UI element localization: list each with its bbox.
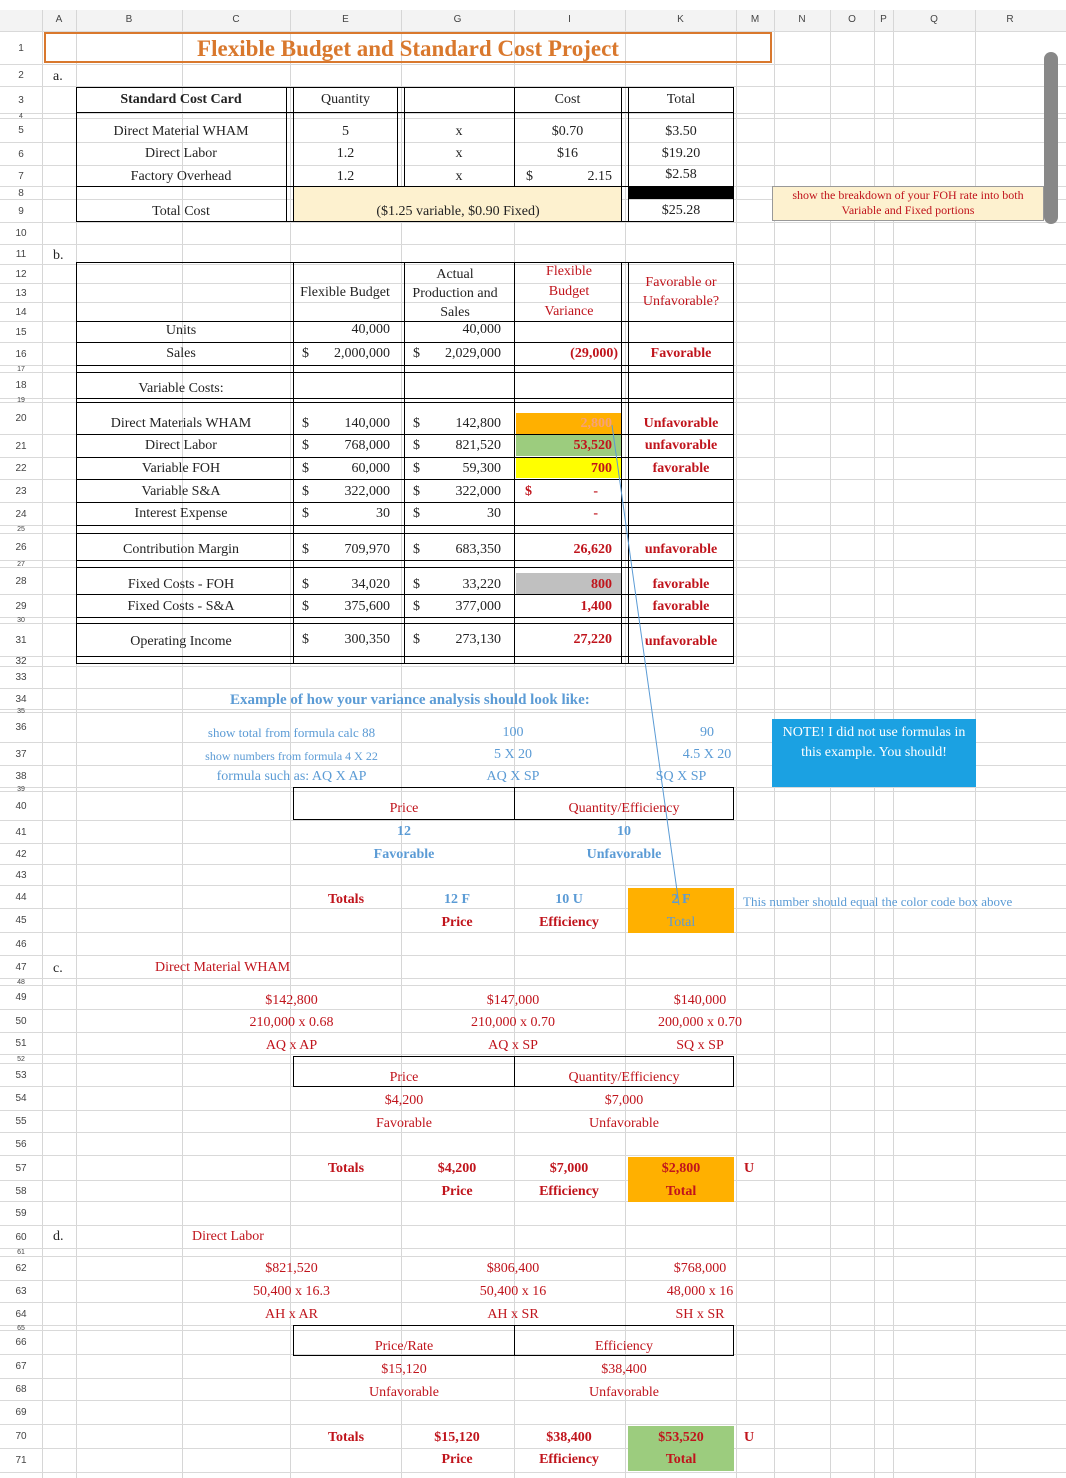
c-m2: 210,000 x 0.70 bbox=[471, 1015, 555, 1030]
col-B[interactable]: B bbox=[125, 14, 133, 25]
row-header[interactable]: 23 bbox=[15, 486, 27, 497]
b-row-flex-dollar: $ bbox=[302, 461, 309, 476]
c-t2: $7,000 bbox=[549, 1161, 589, 1176]
a-row-qty: 1.2 bbox=[336, 146, 355, 161]
row-header[interactable]: 17 bbox=[17, 366, 25, 373]
b-row-var-dash: - bbox=[593, 484, 598, 499]
d-t3: $53,520 bbox=[658, 1430, 704, 1445]
row-header[interactable]: 44 bbox=[15, 892, 27, 903]
row-header[interactable]: 59 bbox=[15, 1208, 27, 1219]
cm-flex-dollar: $ bbox=[302, 542, 309, 557]
d-r1: $768,000 bbox=[673, 1261, 727, 1276]
row-header[interactable]: 54 bbox=[15, 1093, 27, 1104]
col-I[interactable]: I bbox=[568, 14, 571, 25]
col-A[interactable]: A bbox=[55, 14, 63, 25]
row-header[interactable]: 67 bbox=[15, 1361, 27, 1372]
row-header[interactable]: 5 bbox=[18, 125, 24, 136]
cm-label: Contribution Margin bbox=[122, 542, 240, 557]
b-row-act-dollar: $ bbox=[413, 416, 420, 431]
b-row-flex: 322,000 bbox=[344, 484, 390, 499]
b-row-flex-dollar: $ bbox=[302, 506, 309, 521]
b-row-act-dollar: $ bbox=[413, 506, 420, 521]
example-m1: 100 bbox=[502, 725, 524, 740]
note-text: NOTE! I did not use formulas in this example. You should! bbox=[782, 725, 966, 760]
d-flag: U bbox=[743, 1430, 755, 1445]
units-act: 40,000 bbox=[462, 322, 501, 337]
d-l2: 50,400 x 16.3 bbox=[253, 1284, 330, 1299]
b-row-flex: 768,000 bbox=[344, 438, 390, 453]
example-t3b: Total bbox=[666, 915, 696, 930]
row-header[interactable]: 43 bbox=[15, 870, 27, 881]
row-header[interactable]: 69 bbox=[15, 1407, 27, 1418]
variable-costs-label: Variable Costs: bbox=[138, 381, 224, 396]
b-row-label: Direct Materials WHAM bbox=[110, 416, 252, 431]
d-totals-label: Totals bbox=[327, 1430, 365, 1445]
b-row-act: 59,300 bbox=[462, 461, 501, 476]
row-header[interactable]: 48 bbox=[17, 979, 25, 986]
example-hint: This number should equal the color code box above bbox=[743, 894, 1013, 909]
row-header[interactable]: 39 bbox=[17, 786, 25, 793]
c-r2: 200,000 x 0.70 bbox=[658, 1015, 742, 1030]
a-row-total: $3.50 bbox=[665, 124, 697, 139]
row-header[interactable]: 61 bbox=[17, 1249, 25, 1256]
c-l1: $142,800 bbox=[265, 993, 318, 1008]
sales-label: Sales bbox=[166, 346, 196, 361]
col-P[interactable]: P bbox=[880, 14, 887, 25]
cm-act-dollar: $ bbox=[413, 542, 420, 557]
example-totals-label: Totals bbox=[327, 892, 365, 907]
a-row-cost: $16 bbox=[557, 146, 578, 161]
d-t2b: Efficiency bbox=[539, 1452, 599, 1467]
example-qty-label: Quantity/Efficiency bbox=[568, 801, 680, 816]
a-row-label: Factory Overhead bbox=[130, 169, 232, 184]
b-row-flex-dollar: $ bbox=[302, 416, 309, 431]
c-qty-val: $7,000 bbox=[604, 1093, 644, 1108]
example-r3: SQ X SP bbox=[655, 769, 707, 784]
row-header[interactable]: 7 bbox=[18, 171, 24, 182]
fixed-row-label: Fixed Costs - S&A bbox=[127, 599, 235, 614]
b-row-act: 821,520 bbox=[455, 438, 501, 453]
a-row-total: $2.58 bbox=[665, 167, 697, 182]
c-price-val: $4,200 bbox=[384, 1093, 424, 1108]
a-row-total: $19.20 bbox=[661, 146, 701, 161]
example-l2: show numbers from formula 4 X 22 bbox=[205, 749, 378, 763]
d-t3b: Total bbox=[665, 1452, 697, 1467]
row-header[interactable]: 19 bbox=[17, 397, 25, 404]
row-header[interactable]: 64 bbox=[15, 1309, 27, 1320]
example-r2: 4.5 X 20 bbox=[682, 747, 732, 762]
fixed-act-dollar: $ bbox=[413, 577, 420, 592]
example-price-val: 12 bbox=[397, 824, 411, 839]
section-c-marker: c. bbox=[53, 961, 63, 976]
oi-flex: 300,350 bbox=[344, 632, 390, 647]
units-label: Units bbox=[165, 323, 197, 338]
cm-var: 26,620 bbox=[573, 542, 612, 557]
c-t1: $4,200 bbox=[437, 1161, 477, 1176]
b-row-var: 53,520 bbox=[573, 438, 612, 453]
row-header[interactable]: 25 bbox=[17, 526, 25, 533]
hdr-favorable: Favorable or Unfavorable? bbox=[642, 275, 720, 309]
row-header[interactable]: 8 bbox=[18, 188, 24, 199]
b-row-act-dollar: $ bbox=[413, 484, 420, 499]
d-m2: 50,400 x 16 bbox=[479, 1284, 547, 1299]
hdr-cost: Cost bbox=[554, 92, 581, 107]
c-price-label: Price bbox=[389, 1070, 419, 1085]
row-header[interactable]: 63 bbox=[15, 1286, 27, 1297]
row-header[interactable]: 18 bbox=[15, 380, 27, 391]
row-header[interactable]: 65 bbox=[17, 1325, 25, 1332]
row-header[interactable]: 60 bbox=[15, 1232, 27, 1243]
d-l3: AH x AR bbox=[265, 1307, 318, 1322]
d-qty-val: $38,400 bbox=[601, 1362, 647, 1377]
a-row-label: Direct Material WHAM bbox=[113, 124, 249, 139]
example-t1: 12 F bbox=[443, 892, 471, 907]
comment-text: show the breakdown of your FOH rate into both Variable and Fixed portions bbox=[792, 188, 1024, 217]
b-row-label: Variable S&A bbox=[141, 484, 221, 499]
row-header[interactable]: 45 bbox=[15, 915, 27, 926]
a-row-cost-symbol: $ bbox=[526, 169, 533, 184]
row-header[interactable]: 55 bbox=[15, 1116, 27, 1127]
col-O[interactable]: O bbox=[848, 14, 856, 25]
row-header[interactable]: 24 bbox=[15, 509, 27, 520]
total-cost-label: Total Cost bbox=[152, 204, 210, 219]
c-qty-label: Quantity/Efficiency bbox=[568, 1070, 680, 1085]
row-header[interactable]: 16 bbox=[15, 349, 27, 360]
fixed-row-var: 1,400 bbox=[580, 599, 612, 614]
row-header[interactable]: 62 bbox=[15, 1263, 27, 1274]
units-flex: 40,000 bbox=[351, 322, 390, 337]
row-header[interactable]: 27 bbox=[17, 561, 25, 568]
fixed-act-dollar: $ bbox=[413, 599, 420, 614]
row-header[interactable]: 1 bbox=[18, 43, 24, 54]
row-header[interactable]: 14 bbox=[15, 307, 27, 318]
row-header[interactable]: 9 bbox=[18, 206, 24, 217]
row-header[interactable]: 31 bbox=[15, 635, 27, 646]
row-header[interactable]: 56 bbox=[15, 1139, 27, 1150]
col-C[interactable]: C bbox=[232, 14, 240, 25]
example-t2: 10 U bbox=[555, 892, 583, 907]
row-header[interactable]: 41 bbox=[15, 827, 27, 838]
cm-act: 683,350 bbox=[455, 542, 501, 557]
row-header[interactable]: 35 bbox=[17, 708, 25, 715]
d-price-label: Price/Rate bbox=[374, 1339, 434, 1354]
sales-act: 2,029,000 bbox=[445, 346, 501, 361]
b-row-act: 142,800 bbox=[455, 416, 501, 431]
b-row-label: Interest Expense bbox=[134, 506, 228, 521]
d-t1b: Price bbox=[441, 1452, 473, 1467]
oi-flex-dollar: $ bbox=[302, 632, 309, 647]
d-price-val: $15,120 bbox=[381, 1362, 427, 1377]
row-header[interactable]: 58 bbox=[15, 1186, 27, 1197]
c-totals-label: Totals bbox=[327, 1161, 365, 1176]
example-l1: show total from formula calc 88 bbox=[207, 725, 376, 740]
row-header[interactable]: 52 bbox=[17, 1056, 25, 1063]
row-header[interactable]: 50 bbox=[15, 1016, 27, 1027]
b-row-fav: unfavorable bbox=[644, 438, 718, 453]
row-header[interactable]: 30 bbox=[17, 617, 25, 624]
example-t2b: Efficiency bbox=[539, 915, 599, 930]
c-t3b: Total bbox=[665, 1184, 697, 1199]
fixed-flex-dollar: $ bbox=[302, 577, 309, 592]
row-header[interactable]: 49 bbox=[15, 992, 27, 1003]
row-header[interactable]: 33 bbox=[15, 672, 27, 683]
b-row-flex-dollar: $ bbox=[302, 438, 309, 453]
a-row-x: x bbox=[455, 124, 463, 139]
cm-fav: unfavorable bbox=[644, 542, 718, 557]
oi-var: 27,220 bbox=[573, 632, 612, 647]
section-d-marker: d. bbox=[53, 1229, 64, 1244]
row-header[interactable]: 4 bbox=[19, 113, 23, 120]
d-l1: $821,520 bbox=[265, 1261, 318, 1276]
row-header[interactable]: 21 bbox=[15, 441, 27, 452]
c-title: Direct Material WHAM bbox=[155, 960, 291, 975]
example-price-fav: Favorable bbox=[373, 847, 435, 862]
b-row-act: 30 bbox=[487, 506, 501, 521]
fixed-flex-dollar: $ bbox=[302, 599, 309, 614]
d-title: Direct Labor bbox=[192, 1229, 264, 1244]
c-m3: AQ x SP bbox=[488, 1038, 538, 1053]
fixed-row-label: Fixed Costs - FOH bbox=[127, 577, 235, 592]
row-header[interactable]: 28 bbox=[15, 576, 27, 587]
hdr-actual: Actual Production and Sales bbox=[412, 267, 498, 320]
example-r1: 90 bbox=[700, 725, 714, 740]
hdr-total: Total bbox=[666, 92, 696, 107]
sales-flex-dollar: $ bbox=[302, 346, 309, 361]
row-header[interactable]: 47 bbox=[15, 962, 27, 973]
c-t3: $2,800 bbox=[661, 1161, 701, 1176]
col-M[interactable]: M bbox=[750, 14, 760, 25]
fixed-row-act: 377,000 bbox=[455, 599, 501, 614]
hdr-standard-cost-card: Standard Cost Card bbox=[120, 92, 242, 107]
fixed-row-act: 33,220 bbox=[462, 577, 501, 592]
row-header[interactable]: 53 bbox=[15, 1070, 27, 1081]
a-row-cost: $0.70 bbox=[551, 124, 584, 139]
c-qty-fav: Unfavorable bbox=[589, 1116, 659, 1131]
d-m3: AH x SR bbox=[487, 1307, 539, 1322]
row-header[interactable]: 13 bbox=[15, 288, 27, 299]
a-row-qty: 1.2 bbox=[336, 169, 355, 184]
hdr-flexible-budget: Flexible Budget bbox=[300, 285, 390, 300]
row-header[interactable]: 11 bbox=[15, 249, 27, 260]
sales-fav: Favorable bbox=[650, 346, 712, 361]
c-l2: 210,000 x 0.68 bbox=[249, 1015, 334, 1030]
example-qty-val: 10 bbox=[617, 824, 631, 839]
row-header[interactable]: 40 bbox=[15, 801, 27, 812]
oi-label: Operating Income bbox=[130, 634, 232, 649]
total-cost-note: ($1.25 variable, $0.90 Fixed) bbox=[376, 204, 540, 219]
d-qty-fav: Unfavorable bbox=[589, 1385, 659, 1400]
fixed-row-var: 800 bbox=[591, 577, 612, 592]
fixed-row-fav: favorable bbox=[652, 577, 710, 592]
c-t2b: Efficiency bbox=[539, 1184, 599, 1199]
d-qty-label: Efficiency bbox=[594, 1339, 654, 1354]
row-header[interactable]: 46 bbox=[15, 939, 27, 950]
col-E[interactable]: E bbox=[342, 14, 349, 25]
col-N[interactable]: N bbox=[798, 14, 806, 25]
total-cost-value: $25.28 bbox=[661, 203, 701, 218]
example-qty-fav: Unfavorable bbox=[586, 847, 662, 862]
row-header[interactable]: 57 bbox=[15, 1163, 27, 1174]
row-header[interactable]: 6 bbox=[18, 149, 24, 160]
d-t2: $38,400 bbox=[546, 1430, 592, 1445]
a-row-x: x bbox=[455, 169, 463, 184]
c-price-fav: Favorable bbox=[376, 1116, 432, 1131]
a-row-label: Direct Labor bbox=[145, 146, 217, 161]
c-r1: $140,000 bbox=[673, 993, 727, 1008]
cm-flex: 709,970 bbox=[344, 542, 390, 557]
row-header[interactable]: 12 bbox=[15, 269, 27, 280]
b-row-var-dollar: $ bbox=[525, 484, 532, 499]
b-row-flex-dollar: $ bbox=[302, 484, 309, 499]
row-header[interactable]: 51 bbox=[15, 1038, 27, 1049]
example-price-label: Price bbox=[389, 801, 419, 816]
row-header[interactable]: 20 bbox=[15, 413, 27, 424]
d-r3: SH x SR bbox=[675, 1307, 725, 1322]
row-header[interactable]: 3 bbox=[18, 95, 24, 106]
hdr-quantity: Quantity bbox=[321, 92, 370, 107]
oi-act: 273,130 bbox=[455, 632, 501, 647]
d-r2: 48,000 x 16 bbox=[666, 1284, 734, 1299]
b-row-fav: Unfavorable bbox=[643, 416, 719, 431]
d-m1: $806,400 bbox=[486, 1261, 540, 1276]
sales-var: (29,000) bbox=[570, 346, 618, 361]
c-r3: SQ x SP bbox=[676, 1038, 724, 1053]
b-row-var: 700 bbox=[591, 461, 612, 476]
row-header[interactable]: 70 bbox=[15, 1431, 27, 1442]
example-m2: 5 X 20 bbox=[493, 747, 533, 762]
col-G[interactable]: G bbox=[453, 14, 462, 25]
example-t1b: Price bbox=[441, 915, 473, 930]
row-header[interactable]: 29 bbox=[15, 601, 27, 612]
example-l3: formula such as: AQ X AP bbox=[216, 769, 367, 784]
page-title: Flexible Budget and Standard Cost Project bbox=[197, 36, 619, 61]
fixed-row-flex: 34,020 bbox=[351, 577, 390, 592]
d-t1: $15,120 bbox=[434, 1430, 480, 1445]
sales-flex: 2,000,000 bbox=[334, 346, 390, 361]
example-t3: 2 F bbox=[671, 892, 691, 907]
row-header[interactable]: 10 bbox=[15, 228, 27, 239]
row-header[interactable]: 66 bbox=[15, 1337, 27, 1348]
b-row-act-dollar: $ bbox=[413, 461, 420, 476]
row-header[interactable]: 26 bbox=[15, 542, 27, 553]
example-title: Example of how your variance analysis should look like: bbox=[230, 692, 590, 708]
c-flag: U bbox=[743, 1161, 755, 1176]
row-header[interactable]: 15 bbox=[15, 327, 27, 338]
a-row-cost: 2.15 bbox=[587, 169, 612, 184]
row-header[interactable]: 32 bbox=[15, 656, 27, 667]
oi-act-dollar: $ bbox=[413, 632, 420, 647]
a-row-x: x bbox=[455, 146, 463, 161]
oi-fav: unfavorable bbox=[644, 634, 718, 649]
example-m3: AQ X SP bbox=[486, 769, 540, 784]
row-header[interactable]: 22 bbox=[15, 463, 27, 474]
section-b-marker: b. bbox=[53, 248, 64, 263]
row-header[interactable]: 42 bbox=[15, 849, 27, 860]
c-m1: $147,000 bbox=[486, 993, 540, 1008]
c-l3: AQ x AP bbox=[265, 1038, 318, 1053]
b-row-act-dollar: $ bbox=[413, 438, 420, 453]
b-row-flex: 30 bbox=[376, 506, 390, 521]
d-price-fav: Unfavorable bbox=[369, 1385, 439, 1400]
col-K[interactable]: K bbox=[677, 14, 684, 25]
col-R[interactable]: R bbox=[1006, 14, 1014, 25]
b-row-var-dash: - bbox=[593, 506, 598, 521]
a-row-qty: 5 bbox=[342, 124, 349, 139]
section-a-marker: a. bbox=[53, 69, 63, 84]
row-header[interactable]: 36 bbox=[15, 722, 27, 733]
row-header[interactable]: 2 bbox=[18, 70, 24, 81]
fixed-row-fav: favorable bbox=[652, 599, 710, 614]
row-header[interactable]: 37 bbox=[15, 749, 27, 760]
b-row-var: 2,800 bbox=[580, 416, 612, 431]
b-row-fav: favorable bbox=[652, 461, 710, 476]
row-header[interactable]: 38 bbox=[15, 771, 27, 782]
sales-act-dollar: $ bbox=[413, 346, 420, 361]
row-header[interactable]: 34 bbox=[15, 694, 27, 705]
b-row-label: Direct Labor bbox=[145, 438, 217, 453]
b-row-act: 322,000 bbox=[455, 484, 501, 499]
col-Q[interactable]: Q bbox=[930, 14, 938, 25]
fixed-row-flex: 375,600 bbox=[344, 599, 390, 614]
hdr-variance: Flexible Budget Variance bbox=[544, 264, 594, 319]
row-header[interactable]: 71 bbox=[15, 1455, 27, 1466]
b-row-flex: 140,000 bbox=[344, 416, 390, 431]
b-row-flex: 60,000 bbox=[351, 461, 390, 476]
row-header[interactable]: 68 bbox=[15, 1384, 27, 1395]
b-row-label: Variable FOH bbox=[141, 461, 221, 476]
c-t1b: Price bbox=[441, 1184, 473, 1199]
